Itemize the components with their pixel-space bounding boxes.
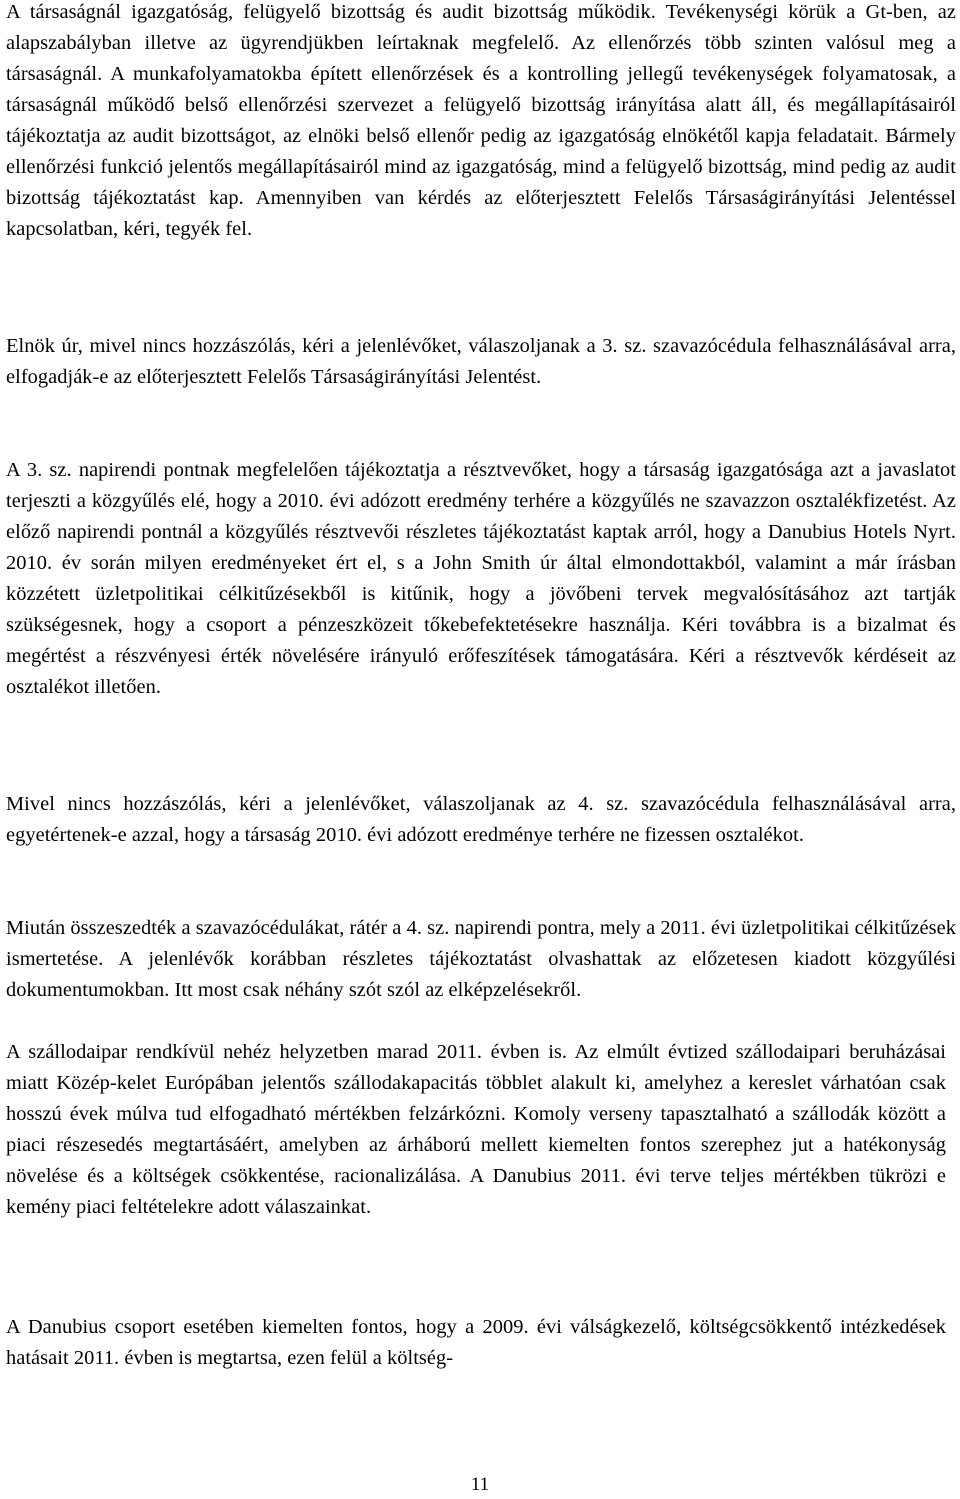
paragraph-vote-3: Elnök úr, mivel nincs hozzászólás, kéri a jelenlévőket, válaszoljanak a 3. sz. szavazócédula felhasználásával arra, elfogadják-e az előterjesztett Felelős Társaságirányítási Jelentést. bbox=[6, 335, 956, 388]
paragraph-cost-measures: A Danubius csoport esetében kiemelten fontos, hogy a 2009. évi válságkezelő, költségcsökkentő intézkedések hatásait 2011. évben is megtartsa, ezen felül a költség- bbox=[6, 1316, 946, 1369]
paragraph-governance-structure: A társaságnál igazgatóság, felügyelő bizottság és audit bizottság működik. Tevékenységi körük a Gt-ben, az alapszabályban illetve az ügyrendjükben leírtaknak megfelelő. Az ellenőrzés több szinten valósul meg a társaságnál. A munkafolyamatokba épített ellenőrzések és a kontrolling jellegű tevékenységek folyamatosak, a társaságnál működő belső ellenőrzési szervezet a felügyelő bizottság irányítása alatt áll, és megállapításairól tájékoztatja az audit bizottságot, az elnöki belső ellenőr pedig az igazgatóság elnökétől kapja feladatait. Bármely ellenőrzési funkció jelentős megállapításairól mind az igazgatóság, mind a felügyelő bizottság, mind pedig az audit bizottság tájékoztatást kap. Amennyiben van kérdés az előterjesztett Felelős Társaságirányítási Jelentéssel kapcsolatban, kéri, tegyék fel. bbox=[6, 1, 956, 240]
paragraph-dividend-proposal: A 3. sz. napirendi pontnak megfelelően tájékoztatja a résztvevőket, hogy a társaság igazgatósága azt a javaslatot terjeszti a közgyűlés elé, hogy a 2010. évi adózott eredmény terhére a közgyűlés ne szavazzon osztalékfizetést. Az előző napirendi pontnál a közgyűlés résztvevői részletes tájékoztatást kaptak arról, hogy a Danubius Hotels Nyrt. 2010. év során milyen eredményeket ért el, s a John Smith úr által elmondottakból, valamint a már írásban közzétett üzletpolitikai célkitűzésekből is kitűnik, hogy a jövőbeni tervek megvalósításához azt tartják szükségesnek, hogy a csoport a pénzeszközeit tőkebefektetésekre használja. Kéri továbbra is a bizalmat és megértést a részvényesi érték növelésére irányuló erőfeszítések támogatására. Kéri a résztvevők kérdéseit az osztalékot illetően. bbox=[6, 459, 956, 698]
paragraph-agenda-4: Miután összeszedték a szavazócédulákat, rátér a 4. sz. napirendi pontra, mely a 2011. évi üzletpolitikai célkitűzések ismertetése. A jelenlévők korábban részletes tájékoztatást olvashattak az előzetesen kiadott közgyűlési dokumentumokban. Itt most csak néhány szót szól az elképzelésekről. bbox=[6, 917, 956, 1001]
paragraph-vote-4: Mivel nincs hozzászólás, kéri a jelenlévőket, válaszoljanak az 4. sz. szavazócédula felhasználásával arra, egyetértenek-e azzal, hogy a társaság 2010. évi adózott eredménye terhére ne fizessen osztalékot. bbox=[6, 793, 956, 846]
paragraph-hotel-industry: A szállodaipar rendkívül nehéz helyzetben marad 2011. évben is. Az elmúlt évtized szállodaipari beruházásai miatt Közép-kelet Európában jelentős szállodakapacitás többlet alakult ki, amelyhez a kereslet várhatóan csak hosszú évek múlva tud elfogadható mértékben felzárkózni. Komoly verseny tapasztalható a szállodák között a piaci részesedés megtartásáért, amelyben az árháború mellett kiemelten fontos szerephez jut a hatékonyság növelése és a költségek csökkentése, racionalizálása. A Danubius 2011. évi terve teljes mértékben tükrözi e kemény piaci feltételekre adott válaszainkat. bbox=[6, 1041, 946, 1218]
page-number: 11 bbox=[470, 1474, 490, 1495]
